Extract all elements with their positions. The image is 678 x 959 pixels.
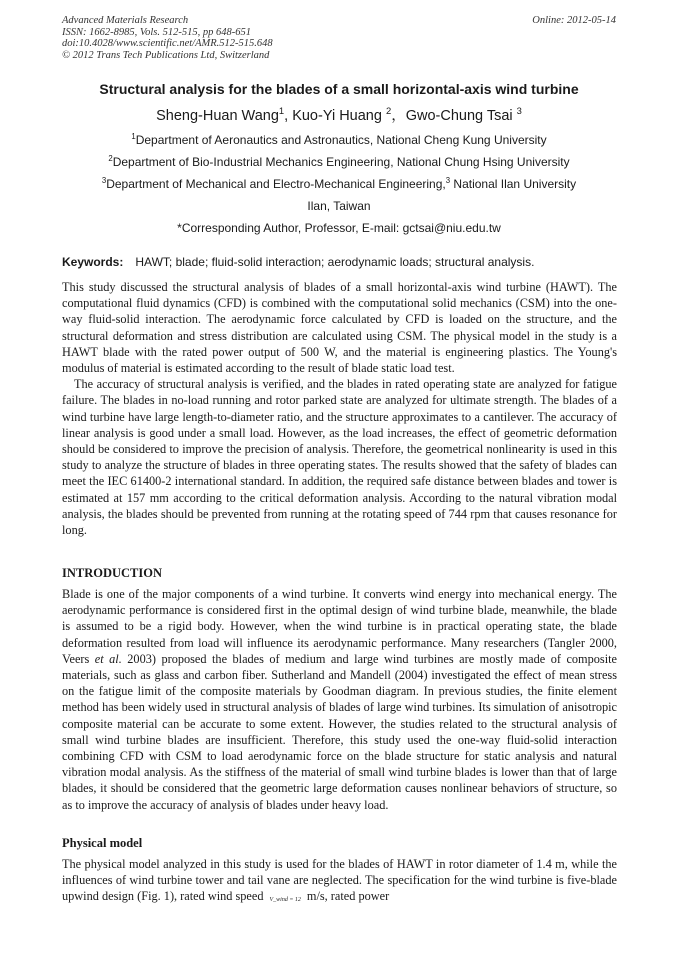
abstract-paragraph-1: This study discussed the structural analysis of blades of a small horizontal-axis wind turbine (HAWT). The computational fluid dynamics (CFD) is combined with the computational solid mechanics (CSM) into the one-way fluid-solid interaction. The aerodynamic force calculated by CFD is loaded on the structure, and the structural deformation and stress distribution are calculated using CSM. The physical model in the study is a HAWT blade with the rated power output of 500 W, and the material is engineering plastics. The Young's modulus of material is estimated according to the result of blade static load test. xyxy=(62,280,617,376)
author-sep: ， xyxy=(391,108,406,124)
section-heading-physical-model: Physical model xyxy=(62,836,143,850)
wind-speed-formula: V_wind = 12 xyxy=(269,897,301,904)
journal-copyright: © 2012 Trans Tech Publications Ltd, Switzerland xyxy=(62,49,270,61)
online-date: Online: 2012-05-14 xyxy=(532,15,616,26)
abstract xyxy=(62,279,617,538)
author-sep: , xyxy=(284,108,293,124)
affiliation-3: $^3$Department of Mechanical and Electro-Mechanical Engineering,$^3$ National Ilan University xyxy=(101,176,577,191)
author-name: Sheng-Huan Wang xyxy=(156,108,279,124)
physical-model-paragraph: The physical model analyzed in this study is used for the blades of HAWT in rotor diameter of 1.4 m, while the influences of wind turbine tower and tail vane are neglected. The specification for the wind turbine is five-blade upwind design (Fig. 1), rated wind speed V_wind = 12 m/s, rated power xyxy=(62,857,617,904)
author-sup: 3 xyxy=(516,105,522,117)
author-sup: 2 xyxy=(385,105,392,117)
affiliation-1: $^1$Department of Aeronautics and Astronautics, National Cheng Kung University xyxy=(131,132,547,147)
keywords-label: Keywords: xyxy=(62,255,124,269)
corresponding-author: *Corresponding Author, Professor, E-mail: gctsai@niu.edu.tw xyxy=(177,221,501,235)
author-name: Kuo-Yi Huang xyxy=(292,108,382,124)
keywords xyxy=(62,255,622,269)
journal-doi[interactable]: doi:10.4028/www.scientific.net/AMR.512-515.648 xyxy=(62,38,273,49)
section-heading-introduction: INTRODUCTION xyxy=(62,566,163,580)
introduction-paragraph: Blade is one of the major components of a wind turbine. It converts wind energy into mechanical energy. The aerodynamic performance is considered first in the optimal design of wind turbine blade, meanwhile, the blade is assumed to be a rigid body. However, when the wind turbine is in practical operating state, the blade deformation resulted from load will influence its aerodynamic performance. Many researchers (Tangler 2000, Veers et al. 2003) proposed the blades of medium and large wind turbines are mostly made of composite materials, such as glass and carbon fiber. Sutherland and Mandell (2004) investigated the effect of mean stress on the fatigue limit of the composite materials by Goodman diagram. In previous studies, the finite element method has been widely used in structural analysis of blades of large wind turbines. Its simulation of anisotropic composite material can be accurate to some extent. However, the studies related to the structural analysis of small wind turbine blades are insufficient. Therefore, this study used the one-way fluid-solid interaction combining CFD with CSM to load aerodynamic force on the blade structure for static analysis and natural vibration modal analysis. As the stiffness of the material of small wind turbine blades is lower than that of large blades, it should be considered that the geometric large deformation causes nonlinear behaviors of structure, so as to improve the accuracy of analysis of blades under heavy load. xyxy=(62,587,617,812)
author-sup: 1 xyxy=(278,105,285,117)
journal-name: Advanced Materials Research xyxy=(62,15,189,26)
affiliation-location: Ilan, Taiwan xyxy=(307,199,371,213)
author-list xyxy=(0,104,678,125)
journal-issn: ISSN: 1662-8985, Vols. 512-515, pp 648-651 xyxy=(62,26,251,38)
author-name: Gwo-Chung Tsai xyxy=(405,108,513,124)
journal-header xyxy=(62,15,616,61)
physical-model-body xyxy=(62,856,617,909)
introduction-body xyxy=(62,586,617,813)
affiliation-2: $^2$Department of Bio-Industrial Mechanics Engineering, National Chung Hsing University xyxy=(108,154,570,169)
abstract-paragraph-2: The accuracy of structural analysis is verified, and the blades in rated operating state are analyzed for fatigue failure. The blades in no-load running and rotor parked state are analyzed for ultimate strength. The blades of a wind turbine have large length-to-diameter ratio, and the structure approximates to a cantilever. The accuracy of linear analysis is good under a small load. However, as the load increases, the effect of geometric deformation should be considered to improve the precision of analysis. Therefore, the geometrical nonlinearity is used in this study to analyze the structure of blades in three operating states. The results showed that the safety of blades can meet the IEC 61400-2 international standard. In addition, the required safe distance between blades and tower is estimated at 157 mm according to the critical deformation analysis. According to the natural vibration modal analysis, the blades should be prevented from running at the rotating speed of 744 rpm that causes resonance for long. xyxy=(62,377,617,538)
keywords-text: HAWT; blade; fluid-solid interaction; aerodynamic loads; structural analysis. xyxy=(135,255,535,269)
paper-title: Structural analysis for the blades of a small horizontal-axis wind turbine xyxy=(99,81,579,97)
